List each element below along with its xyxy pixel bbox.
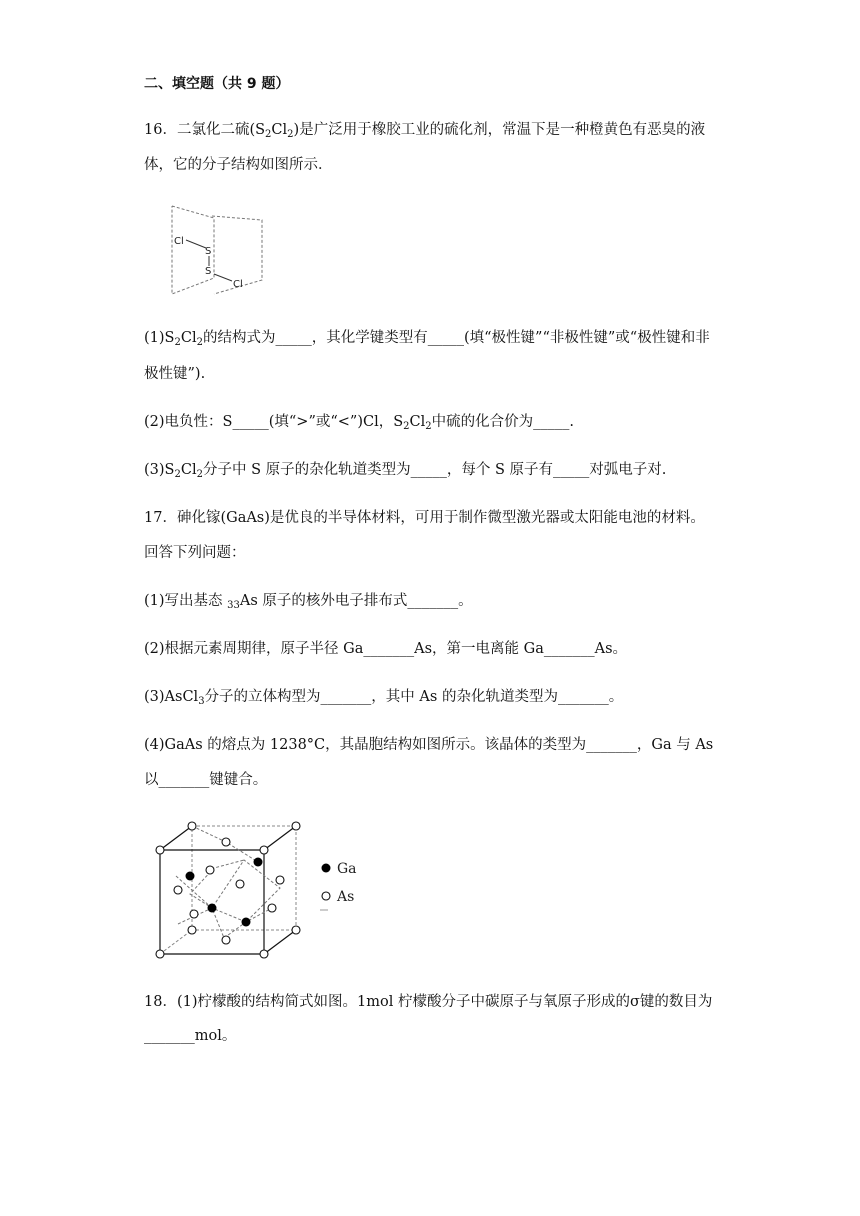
q17-part2: (2)根据元素周期律，原子半径 Ga_______As，第一电离能 Ga_______As。 [144, 641, 628, 657]
q17-stem-line2: 回答下列问题： [144, 545, 246, 561]
q16-part3: $(3)S_2Cl_2$分子中 S 原子的杂化轨道类型为_____，每个 S 原子有_____对弧电子对. [144, 462, 667, 480]
ga-legend-label: Ga [337, 861, 357, 877]
q16-part2: (2)电负性：S_____(填“>”或“<”)Cl，$S_2Cl_2$中硫的化合价为_____. [144, 414, 574, 432]
q17-part4-line1: (4)GaAs 的熔点为 1238°C，其晶胞结构如图所示。该晶体的类型为_______，Ga 与 As [144, 737, 714, 753]
cl-bottom-label: Cl [233, 279, 243, 290]
gaas-unit-cell-figure [150, 818, 370, 962]
cl-top-label: Cl [174, 236, 184, 247]
s-bottom-label: S [205, 266, 212, 277]
q17-part3: (3)AsCl$_3$分子的立体构型为_______，其中 As 的杂化轨道类型为_______。 [144, 689, 624, 707]
q18-line2: _______mol。 [144, 1028, 237, 1044]
ga-legend-marker [322, 864, 331, 873]
q17-part1: (1)写出基态 $_{33}$As 原子的核外电子排布式_______。 [144, 593, 473, 611]
q16-part1-line1: $(1)S_2Cl_2$的结构式为_____，其化学键类型有_____(填“极性键”“非极性键”或“极性键和非 [144, 330, 710, 348]
q16-stem-line1: 16．二氯化二硫$(S_2Cl_2)$是广泛用于橡胶工业的硫化剂，常温下是一种橙黄色有恶臭的液 [144, 122, 706, 140]
q16-stem-line2: 体，它的分子结构如图所示． [144, 157, 333, 173]
q18-line1: 18．(1)柠檬酸的结构简式如图。1mol 柠檬酸分子中碳原子与氧原子形成的σ键的数目为 [144, 994, 713, 1010]
q17-part4-line2: 以_______键键合。 [144, 772, 268, 788]
q17-stem-line1: 17．砷化镓(GaAs)是优良的半导体材料，可用于制作微型激光器或太阳能电池的材料。 [144, 510, 705, 526]
s2cl2-structure-figure [164, 202, 276, 300]
q16-part1-line2: 极性键”). [144, 366, 206, 382]
section-title: 二、填空题（共 9 题） [144, 76, 290, 92]
as-legend-marker [322, 892, 330, 900]
as-legend-label: As [337, 889, 355, 905]
s-top-label: S [205, 246, 212, 257]
